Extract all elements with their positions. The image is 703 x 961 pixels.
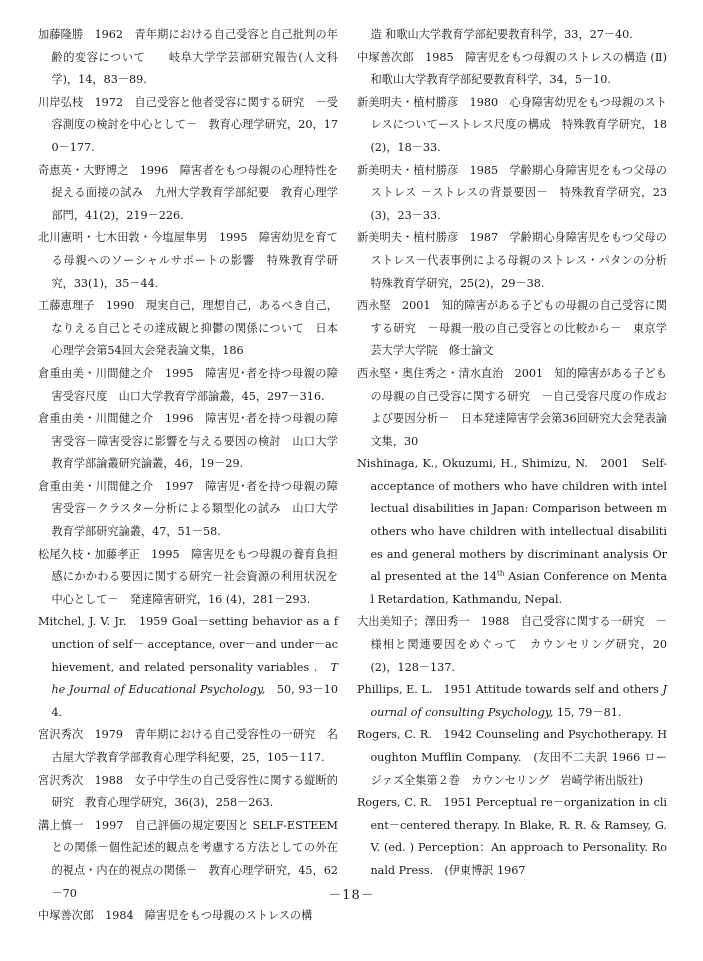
reference-text: 倉重由美・川間健之介 1995 障害児･者を持つ母親の障害受容尺度 山口大学教育学部論叢，45，297－316. — [38, 366, 338, 403]
reference-text: 大出美知子；澤田秀一 1988 自己受容に関する一研究 －様相と関連要因をめぐって カウンセリング研究，20(2)，128－137. — [357, 615, 667, 674]
reference-text: 工藤恵理子 1990 現実自己，理想自己，あるべき自己，なりえる自己とその達成観と抑鬱の関係について 日本心理学会第54回大会発表論文集，186 — [38, 299, 338, 358]
reference-entry — [357, 227, 679, 295]
reference-entry — [38, 544, 338, 612]
reference-entry — [38, 611, 338, 724]
reference-text: Rogers, C. R. 1951 Perceptual re－organization in client－centered therapy. In Blake, R. R. & Ramsey, G. V. (ed. ) Perception：An approach to Personality. Ronald Press. (伊東博訳 1967 — [357, 796, 667, 877]
reference-entry — [357, 24, 667, 47]
reference-entry — [38, 770, 338, 815]
reference-entry — [38, 24, 338, 92]
reference-text: 宮沢秀次 1988 女子中学生の自己受容性に関する縦断的研究 教育心理学研究，36(3)，258－263. — [38, 773, 338, 810]
reference-entry — [38, 408, 338, 476]
reference-text: 川岸弘枝 1972 自己受容と他者受容に関する研究 －受容測度の検討を中心として－ 教育心理学研究，20，170－177. — [38, 95, 338, 154]
reference-text: 中塚善次郎 1984 障害児をもつ母親のストレスの構 — [38, 909, 313, 923]
reference-entry — [38, 160, 338, 228]
reference-text: 加藤隆勝 1962 青年期における自己受容と自己批判の年齢的変容について 岐阜大学学芸部研究報告(人文科学)，14，83－89. — [38, 28, 338, 87]
reference-entry — [357, 92, 667, 160]
reference-entry — [357, 679, 667, 724]
reference-text: Mitchel, J. V. Jr. 1959 Goal－setting behavior as a function of self－ acceptance, over－and under－achievement, and related personality variables . — [38, 615, 338, 674]
reference-entry — [357, 611, 667, 679]
reference-entry — [38, 724, 338, 769]
reference-text: Asian Conference on Mental Retardation, Kathmandu, Nepal. — [370, 570, 667, 606]
reference-text: 倉重由美・川間健之介 1996 障害児･者を持つ母親の障害受容－障害受容に影響を与える要因の検討 山口大学教育学部論叢研究論叢，46，19－29. — [38, 412, 338, 471]
reference-text: Rogers, C. R. 1942 Counseling and Psychotherapy. Houghton Mufflin Company. (友田不二夫訳 1966 ロージァズ全集第２巻 カウンセリング 岩崎学術出版社) — [357, 728, 667, 787]
references-right-column — [357, 24, 679, 883]
page-number: －18－ — [328, 888, 375, 903]
reference-text: 西永堅 2001 知的障害がある子どもの母親の自己受容に関する研究 －母親一般の自己受容との比較から－ 東京学芸大学大学院 修士論文 — [357, 299, 667, 358]
reference-text: 50, 93－104. — [51, 683, 338, 719]
reference-entry — [357, 363, 667, 453]
reference-entry — [357, 295, 667, 363]
reference-entry — [38, 476, 338, 544]
reference-entry — [357, 160, 667, 228]
reference-text: th — [497, 569, 505, 578]
reference-entry — [357, 47, 679, 92]
reference-text: 奇恵英・大野博之 1996 障害者をもつ母親の心理特性を捉える面接の試み 九州大学教育学部紀要 教育心理学部門，41(2)，219－226. — [38, 163, 338, 222]
reference-text: 松尾久枝・加藤孝正 1995 障害児をもつ母親の養育負担感にかかわる要因に関する研究－社会資源の利用状況を中心として－ 発達障害研究，16 (4)，281－293. — [38, 547, 338, 606]
journal-title: Journal of consulting Psychology, — [370, 683, 667, 719]
references-left-column — [38, 24, 338, 928]
reference-entry — [38, 295, 338, 363]
reference-text: 新美明夫・植村勝彦 1987 学齢期心身障害児をもつ父母のストレス－代表事例による母親のストレス・パタンの分析 特殊教育学研究，25(2)，29－38. — [357, 231, 679, 290]
journal-title: The Journal of Educational Psychology, — [51, 660, 338, 697]
reference-entry — [38, 905, 338, 928]
reference-text: 造 和歌山大学教育学部紀要教育科学，33，27－40. — [370, 28, 633, 41]
reference-entry — [357, 453, 667, 611]
reference-text: 中塚善次郎 1985 障害児をもつ母親のストレスの構造 (Ⅱ) 和歌山大学教育学部紀要教育科学，34，5－10. — [357, 50, 679, 87]
reference-text: 倉重由美・川間健之介 1997 障害児･者を持つ母親の障害受容－クラスター分析による類型化の試み 山口大学教育学部研究論叢，47，51－58. — [38, 479, 338, 539]
reference-text: 15, 79－81. — [553, 705, 622, 719]
reference-text: 北川憲明・七木田敦・今塩屋隼男 1995 障害幼児を育てる母親へのソーシャルサポートの影響 特殊教育学研究，33(1)，35－44. — [38, 231, 338, 290]
reference-text: 新美明夫・植村勝彦 1985 学齢期心身障害児をもつ父母のストレス －ストレスの背景要因－ 特殊教育学研究，23 (3)，23－33. — [357, 163, 667, 222]
reference-text: 溝上慎一 1997 自己評価の規定要因と SELF-ESTEEM との関係－個性記述的観点を考慮する方法としての外在的視点・内在的視点の関係－ 教育心理学研究，45，62－70 — [38, 818, 338, 900]
reference-text: Nishinaga, K., Okuzumi, H., Shimizu, N. 2001 Self-acceptance of mothers who have children with intellectual disabilities in Japan: Comparison between mothers who have children with intellectual disabilities and general mothers by discriminant analysis Oral presented at the 14 — [357, 457, 667, 584]
reference-text: Phillips, E. L. 1951 Attitude towards self and others — [357, 683, 663, 697]
reference-entry — [38, 363, 338, 408]
reference-entry — [38, 92, 338, 160]
reference-text: 新美明夫・植村勝彦 1980 心身障害幼児をもつ母親のストレスについてーストレス尺度の構成 特殊教育学研究，18(2)，18－33. — [357, 95, 667, 154]
reference-entry — [357, 724, 667, 792]
reference-entry — [357, 792, 667, 882]
reference-entry — [38, 227, 338, 295]
reference-text: 西永堅・奥住秀之・清水直治 2001 知的障害がある子どもの母親の自己受容に関する研究 －自己受容尺度の作成および要因分析－ 日本発達障害学会第36回研究大会発表論文集，30 — [357, 366, 667, 448]
reference-text: 宮沢秀次 1979 青年期における自己受容性の一研究 名古屋大学教育学部教育心理学科紀要，25，105－117. — [38, 728, 338, 764]
